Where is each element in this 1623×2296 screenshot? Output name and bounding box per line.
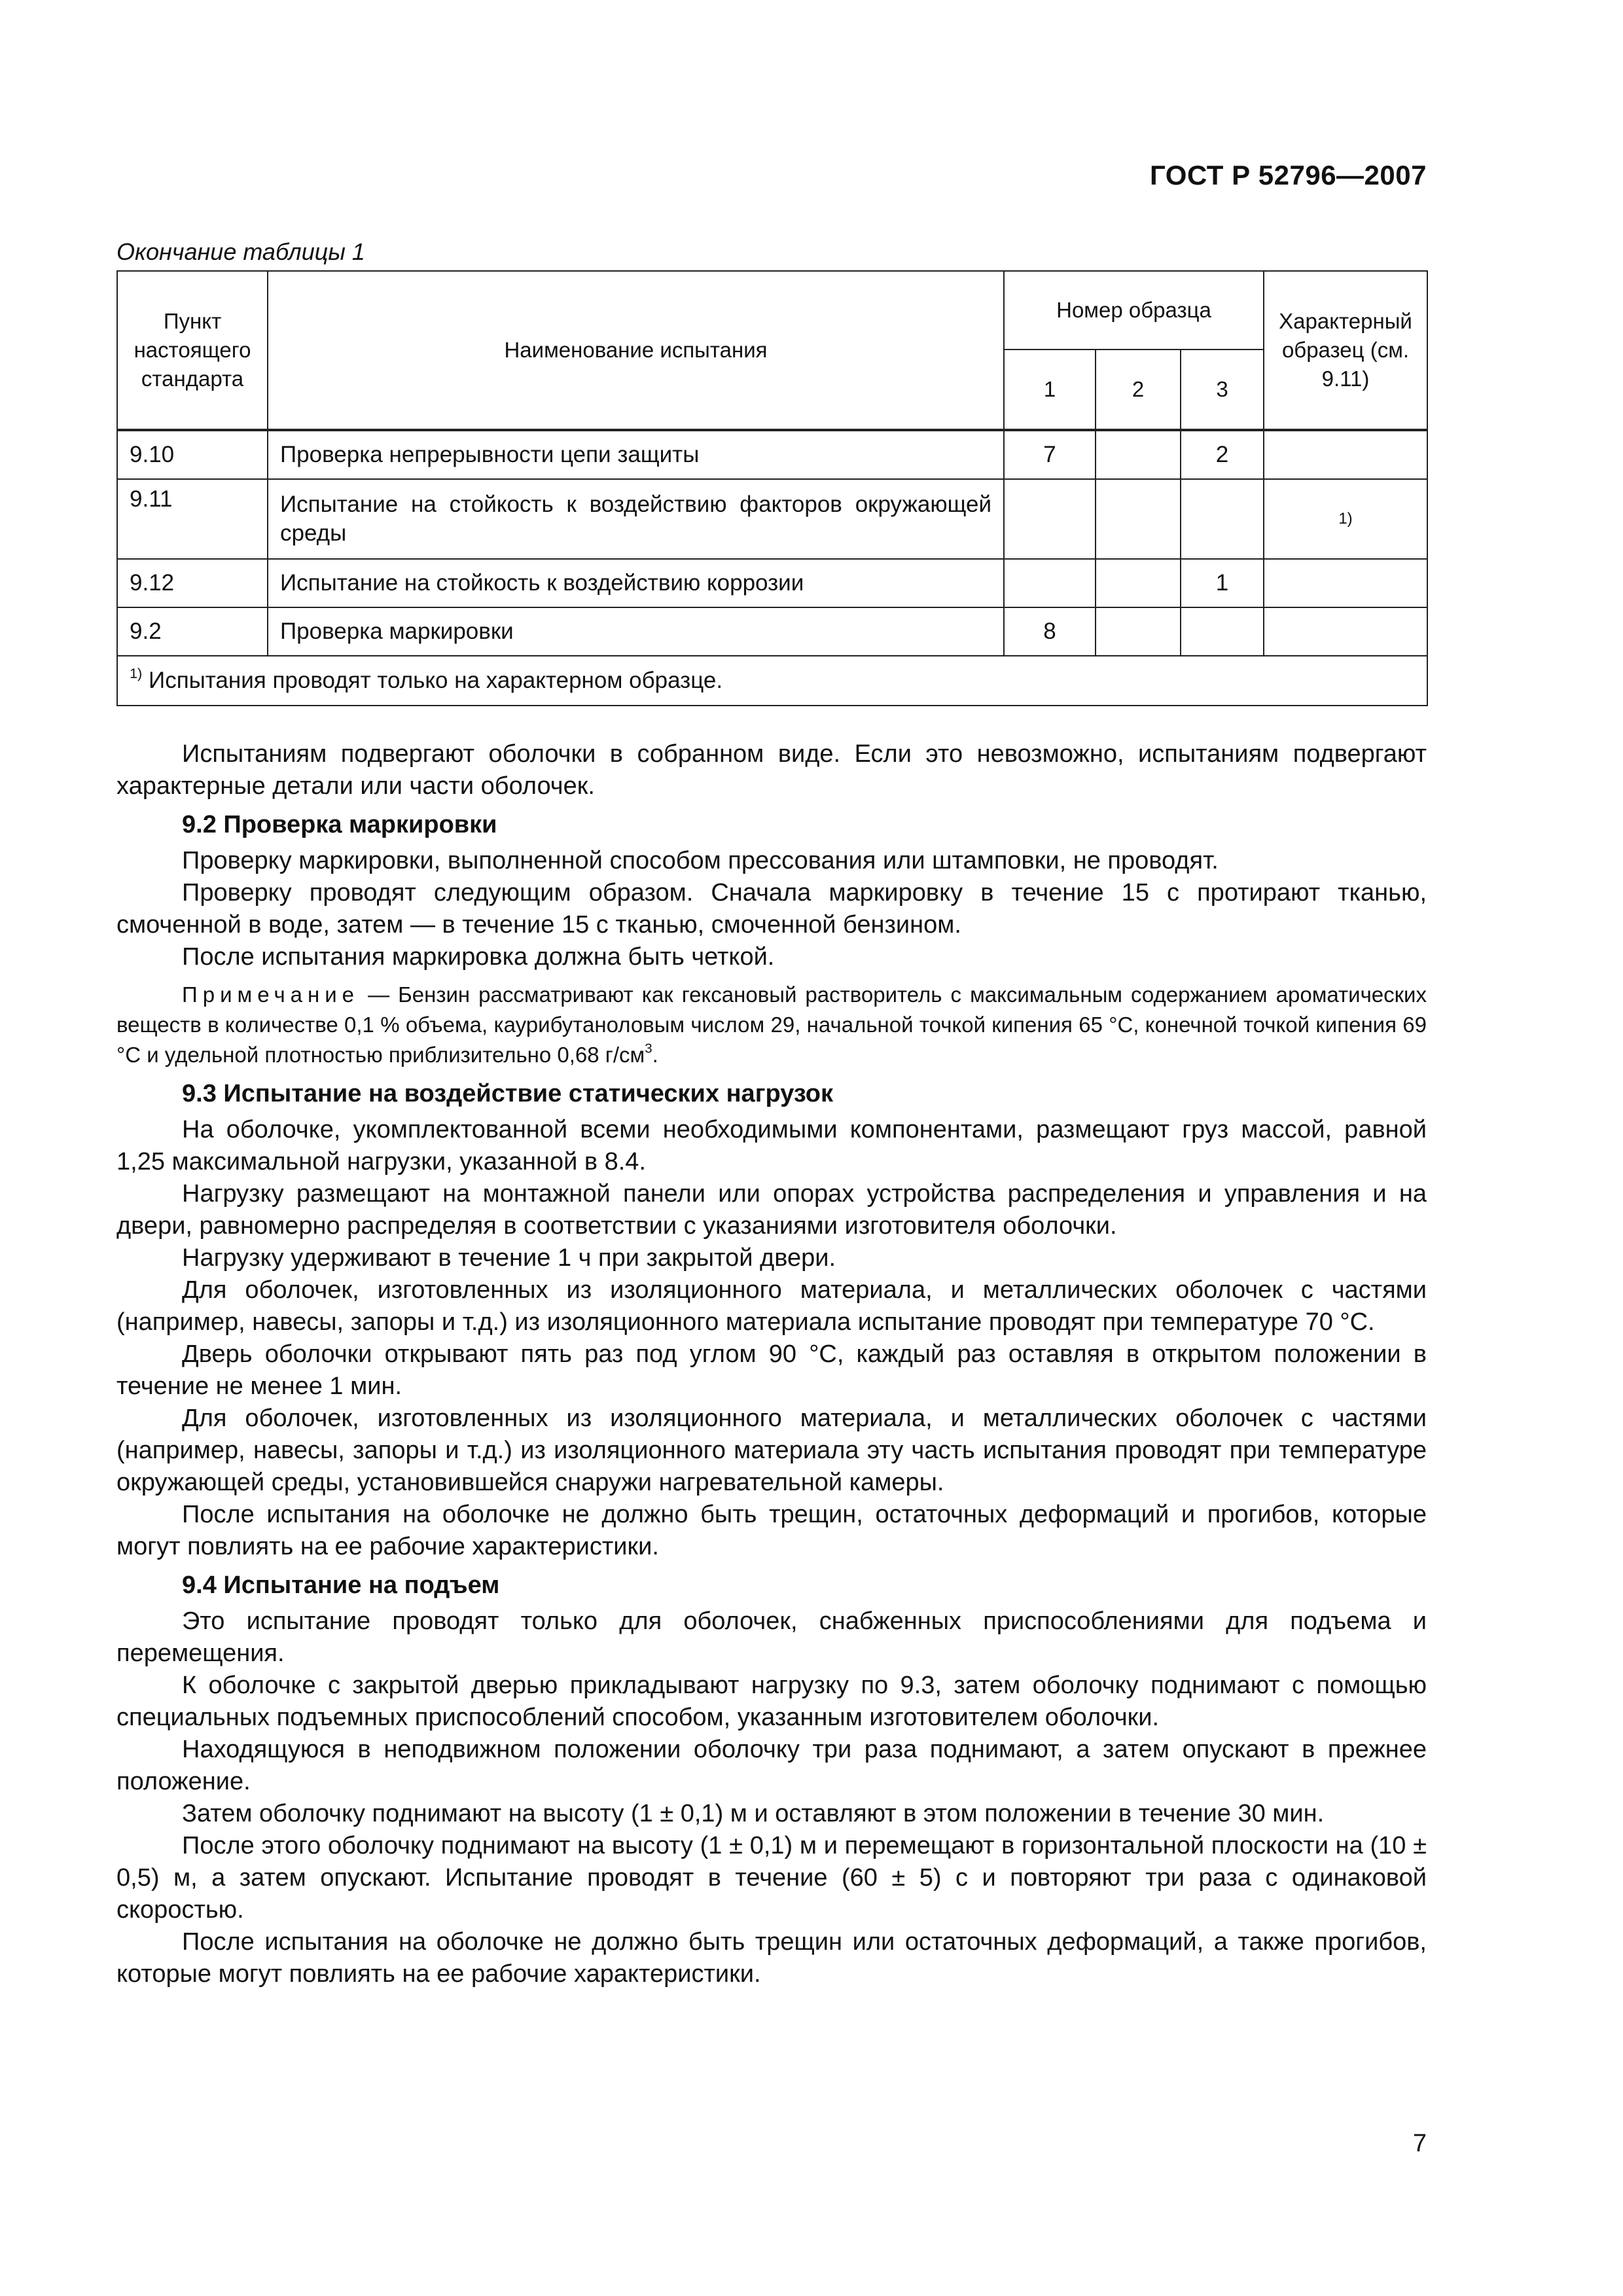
- paragraph: Для оболочек, изготовленных из изоляционного материала, и металлических оболочек с частями (например, навесы, запоры и т.д.) из изоляционного материала испытание проводят при температуре 70 °С.: [116, 1276, 1427, 1336]
- cell-sample-1: [1004, 479, 1096, 559]
- table-row: [117, 479, 1427, 559]
- cell-clause: 9.2: [117, 607, 268, 656]
- paragraph: Нагрузку размещают на монтажной панели или опорах устройства распределения и управления и на двери, равномерно распределяя в соответствии с указаниями изготовителя оболочки.: [116, 1180, 1427, 1240]
- note-text: — Бензин рассматривают как гексановый растворитель с максимальным содержанием ароматических веществ в количестве 0,1 % объема, каурибутаноловым числом 29, начальной точкой кипения 65 °С, конечной точкой кипения 69 °С и удельной плотностью приблизительно 0,68 г/см: [116, 982, 1427, 1067]
- paragraph: После испытания на оболочке не должно быть трещин или остаточных деформаций, а также прогибов, которые могут повлиять на ее рабочие характеристики.: [116, 1928, 1427, 1988]
- paragraph: Для оболочек, изготовленных из изоляционного материала, и металлических оболочек с частями (например, навесы, запоры и т.д.) из изоляционного материала эту часть испытания проводят при температуре окружающей среды, установившейся снаружи нагревательной камеры.: [116, 1405, 1427, 1496]
- cell-sample-3: [1181, 607, 1264, 656]
- cell-characteristic: [1264, 431, 1427, 479]
- cell-sample-2: [1096, 607, 1181, 656]
- cell-clause: 9.11: [117, 479, 268, 559]
- cell-test-name: Испытание на стойкость к воздействию коррозии: [268, 559, 1004, 607]
- footnote-text: Испытания проводят только на характерном образце.: [149, 668, 723, 693]
- paragraph: Проверку маркировки, выполненной способом прессования или штамповки, не проводят.: [182, 847, 1219, 874]
- table-header-row: [117, 271, 1427, 350]
- table-footnote-row: [117, 656, 1427, 706]
- table-row: [117, 431, 1427, 479]
- cell-sample-3: 1: [1181, 559, 1264, 607]
- table-row: [117, 607, 1427, 656]
- cell-characteristic-footnote-mark: 1): [1264, 479, 1427, 559]
- cell-test-name: Испытание на стойкость к воздействию факторов окружающей среды: [268, 479, 1004, 559]
- header-sample-3: 3: [1181, 350, 1264, 429]
- paragraph: Затем оболочку поднимают на высоту (1 ± 0,1) м и оставляют в этом положении в течение 30 мин.: [182, 1800, 1325, 1827]
- table-row: [117, 559, 1427, 607]
- footnote-mark: 1): [130, 664, 143, 681]
- table-footnote: [117, 656, 1427, 706]
- header-sample-number: Номер образца: [1004, 271, 1264, 350]
- document-id: ГОСТ Р 52796—2007: [1150, 160, 1427, 190]
- note-label: Примечание: [182, 982, 360, 1007]
- header-clause: Пункт настоящего стандарта: [117, 271, 268, 429]
- intro-paragraph: Испытаниям подвергают оболочки в собранном виде. Если это невозможно, испытаниям подвергают характерные детали или части оболочек.: [116, 740, 1427, 800]
- cell-test-name: Проверка непрерывности цепи защиты: [268, 431, 1004, 479]
- paragraph: После испытания на оболочке не должно быть трещин, остаточных деформаций и прогибов, которые могут повлиять на ее рабочие характеристики.: [116, 1501, 1427, 1560]
- page-number: 7: [1412, 2130, 1427, 2157]
- paragraph: Это испытание проводят только для оболочек, снабженных приспособлениями для подъема и перемещения.: [116, 1607, 1427, 1667]
- tests-table: [116, 270, 1428, 706]
- cell-clause: 9.12: [117, 559, 268, 607]
- cell-sample-2: [1096, 431, 1181, 479]
- cell-sample-1: [1004, 559, 1096, 607]
- section-9-4-heading: 9.4 Испытание на подъем: [182, 1571, 500, 1599]
- paragraph: Дверь оболочки открывают пять раз под углом 90 °С, каждый раз оставляя в открытом положении в течение не менее 1 мин.: [116, 1340, 1427, 1400]
- header-sample-1: 1: [1004, 350, 1096, 429]
- cell-sample-1: 7: [1004, 431, 1096, 479]
- cell-sample-2: [1096, 559, 1181, 607]
- cell-test-name: Проверка маркировки: [268, 607, 1004, 656]
- note-paragraph: [116, 980, 1427, 1070]
- header-characteristic-sample: Характерный образец (см. 9.11): [1264, 271, 1427, 429]
- paragraph: После испытания маркировка должна быть четкой.: [182, 943, 775, 971]
- paragraph: После этого оболочку поднимают на высоту (1 ± 0,1) м и перемещают в горизонтальной плоскости на (10 ± 0,5) м, а затем опускают. Испытание проводят в течение (60 ± 5) с и повторяют три раза с одинаковой скоростью.: [116, 1832, 1427, 1924]
- cell-sample-2: [1096, 479, 1181, 559]
- note-end: .: [652, 1043, 658, 1067]
- table-caption: Окончание таблицы 1: [116, 238, 365, 265]
- paragraph: Нагрузку удерживают в течение 1 ч при закрытой двери.: [182, 1244, 836, 1272]
- cell-sample-3: 2: [1181, 431, 1264, 479]
- cell-sample-1: 8: [1004, 607, 1096, 656]
- header-sample-2: 2: [1096, 350, 1181, 429]
- cell-sample-3: [1181, 479, 1264, 559]
- header-test-name: Наименование испытания: [268, 271, 1004, 429]
- section-9-2-heading: 9.2 Проверка маркировки: [182, 811, 497, 838]
- note-superscript: 3: [645, 1041, 652, 1056]
- paragraph: На оболочке, укомплектованной всеми необходимыми компонентами, размещают груз массой, равной 1,25 максимальной нагрузки, указанной в 8.4.: [116, 1116, 1427, 1175]
- document-body: [116, 738, 1427, 1990]
- paragraph: Проверку проводят следующим образом. Сначала маркировку в течение 15 с протирают тканью, смоченной в воде, затем — в течение 15 с тканью, смоченной бензином.: [116, 879, 1427, 939]
- cell-characteristic: [1264, 559, 1427, 607]
- section-9-3-heading: 9.3 Испытание на воздействие статических нагрузок: [182, 1080, 834, 1107]
- paragraph: К оболочке с закрытой дверью прикладывают нагрузку по 9.3, затем оболочку поднимают с помощью специальных подъемных приспособлений способом, указанным изготовителем оболочки.: [116, 1672, 1427, 1731]
- cell-clause: 9.10: [117, 431, 268, 479]
- cell-characteristic: [1264, 607, 1427, 656]
- paragraph: Находящуюся в неподвижном положении оболочку три раза поднимают, а затем опускают в прежнее положение.: [116, 1736, 1427, 1795]
